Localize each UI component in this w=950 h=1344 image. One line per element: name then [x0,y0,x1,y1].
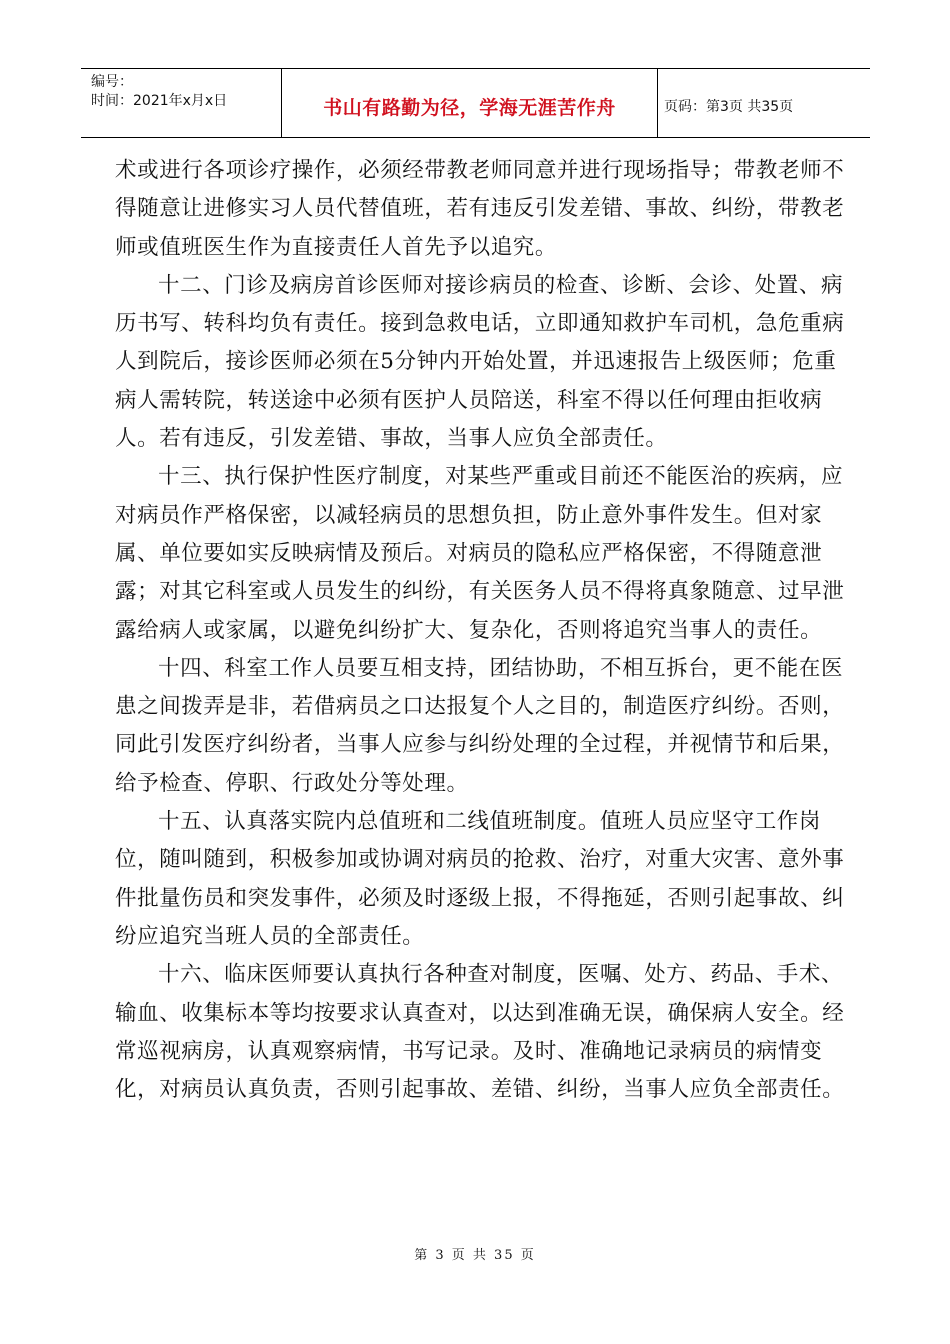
header-page-info: 页码：第3页 共35页 [664,99,794,115]
document-number-label: 编号： [91,74,133,90]
document-date: 时间：2021年x月x日 [91,93,228,109]
paragraph-item-15: 十五、认真落实院内总值班和二线值班制度。值班人员应坚守工作岗位，随叫随到，积极参加或协调对病员的抢救、治疗，对重大灾害、意外事件批量伤员和突发事件，必须及时逐级上报，不得拖延，否则引起事故、纠纷应追究当班人员的全部责任。 [115,809,845,949]
paragraph-item-13: 十三、执行保护性医疗制度，对某些严重或目前还不能医治的疾病，应对病员作严格保密，以减轻病员的思想负担，防止意外事件发生。但对家属、单位要如实反映病情及预后。对病员的隐私应严格保密，不得随意泄露；对其它科室或人员发生的纠纷，有关医务人员不得将真象随意、过早泄露给病人或家属，以避免纠纷扩大、复杂化，否则将追究当事人的责任。 [115,464,845,643]
header-meta [81,69,282,137]
header-motto: 书山有路勤为径，学海无涯苦作舟 [282,69,658,137]
document-body [115,152,845,1109]
paragraph-item-12: 十二、门诊及病房首诊医师对接诊病员的检查、诊断、会诊、处置、病历书写、转科均负有责任。接到急救电话，立即通知救护车司机，急危重病人到院后，接诊医师必须在5分钟内开始处置，并迅速报告上级医师；危重病人需转院，转送途中必须有医护人员陪送，科室不得以任何理由拒收病人。若有违反，引发差错、事故，当事人应负全部责任。 [115,272,845,452]
paragraph-item-14: 十四、科室工作人员要互相支持，团结协助，不相互拆台，更不能在医患之间拨弄是非，若借病员之口达报复个人之目的，制造医疗纠纷。否则，同此引发医疗纠纷者，当事人应参与纠纷处理的全过程，并视情节和后果，给予检查、停职、行政处分等处理。 [115,655,845,796]
paragraph-continued: 术或进行各项诊疗操作，必须经带教老师同意并进行现场指导；带教老师不得随意让进修实习人员代替值班，若有违反引发差错、事故、纠纷，带教老师或值班医生作为直接责任人首先予以追究。 [115,158,845,260]
page-header [81,68,870,138]
paragraph-item-16: 十六、临床医师要认真执行各种查对制度，医嘱、处方、药品、手术、输血、收集标本等均按要求认真查对，以达到准确无误，确保病人安全。经常巡视病房，认真观察病情，书写记录。及时、准确地记录病员的病情变化，对病员认真负责，否则引起事故、差错、纠纷，当事人应负全部责任。 [115,962,845,1103]
page-footer: 第 3 页 共 35 页 [414,1248,536,1263]
